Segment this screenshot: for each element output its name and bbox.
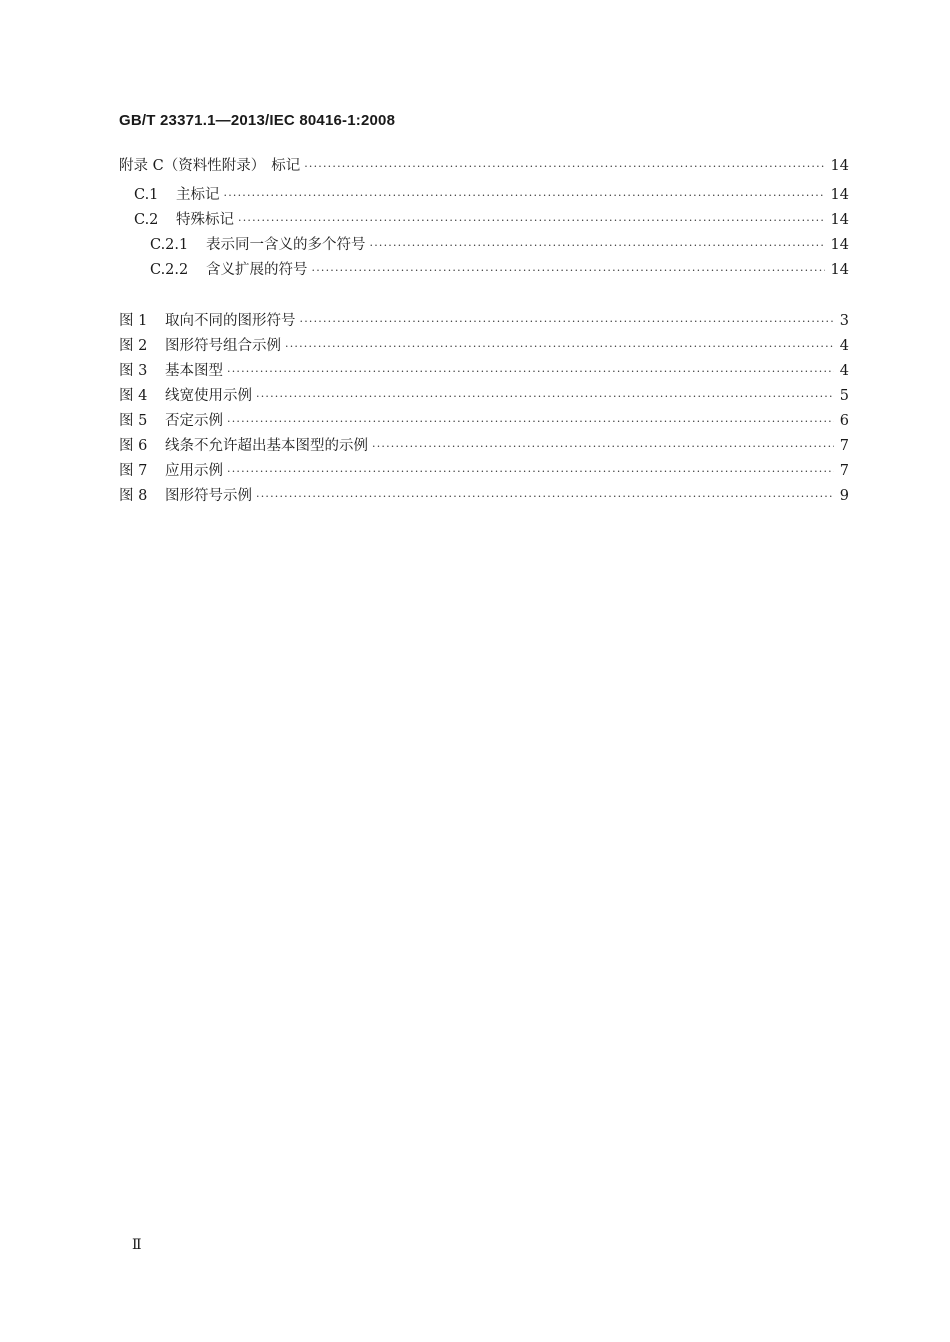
toc-entry-title: 主标记: [176, 187, 220, 203]
toc-figure-4[interactable]: [119, 386, 849, 406]
toc-leader-dots: [312, 261, 825, 281]
toc-figure-1[interactable]: [119, 311, 849, 331]
toc-entry-number: 图 4: [119, 388, 148, 404]
toc-entry-page: 14: [830, 237, 849, 253]
toc-figure-7[interactable]: [119, 461, 849, 481]
toc-entry-title: 图形符号组合示例: [165, 338, 281, 354]
toc-entry-title: 标记: [271, 158, 301, 174]
toc-figure-3[interactable]: [119, 361, 849, 381]
toc-entry-page: 7: [839, 463, 849, 479]
toc-entry-annex-c[interactable]: [119, 156, 849, 176]
toc-figure-8[interactable]: [119, 486, 849, 506]
toc-entry-page: 7: [839, 438, 849, 454]
toc-leader-dots: [300, 312, 834, 332]
page-header: GB/T 23371.1—2013/IEC 80416-1:2008: [119, 112, 396, 129]
toc-leader-dots: [370, 236, 825, 256]
toc-leader-dots: [304, 157, 824, 177]
toc-entry-page: 5: [839, 388, 849, 404]
toc-entry-c2-2[interactable]: [150, 260, 849, 280]
toc-leader-dots: [238, 211, 825, 231]
toc-entry-number: 图 3: [119, 363, 148, 379]
toc-entry-number: 图 1: [119, 313, 148, 329]
toc-entry-title: 取向不同的图形符号: [165, 313, 296, 329]
toc-leader-dots: [256, 387, 834, 407]
toc-entry-number: C.1: [134, 187, 159, 203]
toc-entry-number: 图 8: [119, 488, 148, 504]
toc-entry-title: 图形符号示例: [165, 488, 252, 504]
toc-entry-number: 图 6: [119, 438, 148, 454]
toc-entry-page: 4: [839, 363, 849, 379]
toc-entry-title: 线条不允许超出基本图型的示例: [165, 438, 368, 454]
toc-leader-dots: [372, 437, 834, 457]
toc-entry-page: 14: [830, 212, 849, 228]
toc-leader-dots: [256, 487, 834, 507]
toc-leader-dots: [227, 412, 834, 432]
toc-entry-c2-1[interactable]: [150, 235, 849, 255]
toc-entry-title: 基本图型: [165, 363, 223, 379]
toc-entry-page: 9: [839, 488, 849, 504]
toc-entry-page: 4: [839, 338, 849, 354]
toc-entry-c1[interactable]: [134, 185, 849, 205]
toc-entry-title: 应用示例: [165, 463, 223, 479]
toc-entry-page: 14: [830, 262, 849, 278]
toc-figure-5[interactable]: [119, 411, 849, 431]
toc-entry-title: 表示同一含义的多个符号: [206, 237, 366, 253]
toc-entry-number: 附录 C（资料性附录）: [119, 158, 266, 174]
toc-leader-dots: [224, 186, 825, 206]
toc-leader-dots: [285, 337, 834, 357]
toc-entry-number: 图 5: [119, 413, 148, 429]
toc-entry-title: 线宽使用示例: [165, 388, 252, 404]
page-number: Ⅱ: [132, 1237, 142, 1253]
toc-entry-number: C.2.2: [150, 262, 189, 278]
toc-entry-number: 图 7: [119, 463, 148, 479]
toc-entry-number: C.2: [134, 212, 159, 228]
toc-entry-number: 图 2: [119, 338, 148, 354]
toc-entry-c2[interactable]: [134, 210, 849, 230]
toc-entry-page: 14: [830, 158, 849, 174]
toc-entry-page: 3: [839, 313, 849, 329]
toc-entry-page: 6: [839, 413, 849, 429]
toc-entry-title: 特殊标记: [176, 212, 234, 228]
toc-entry-title: 含义扩展的符号: [206, 262, 308, 278]
toc-leader-dots: [227, 362, 834, 382]
toc-figure-2[interactable]: [119, 336, 849, 356]
toc-leader-dots: [227, 462, 834, 482]
toc-entry-title: 否定示例: [165, 413, 223, 429]
toc-entry-page: 14: [830, 187, 849, 203]
toc-figure-6[interactable]: [119, 436, 849, 456]
toc-entry-number: C.2.1: [150, 237, 189, 253]
